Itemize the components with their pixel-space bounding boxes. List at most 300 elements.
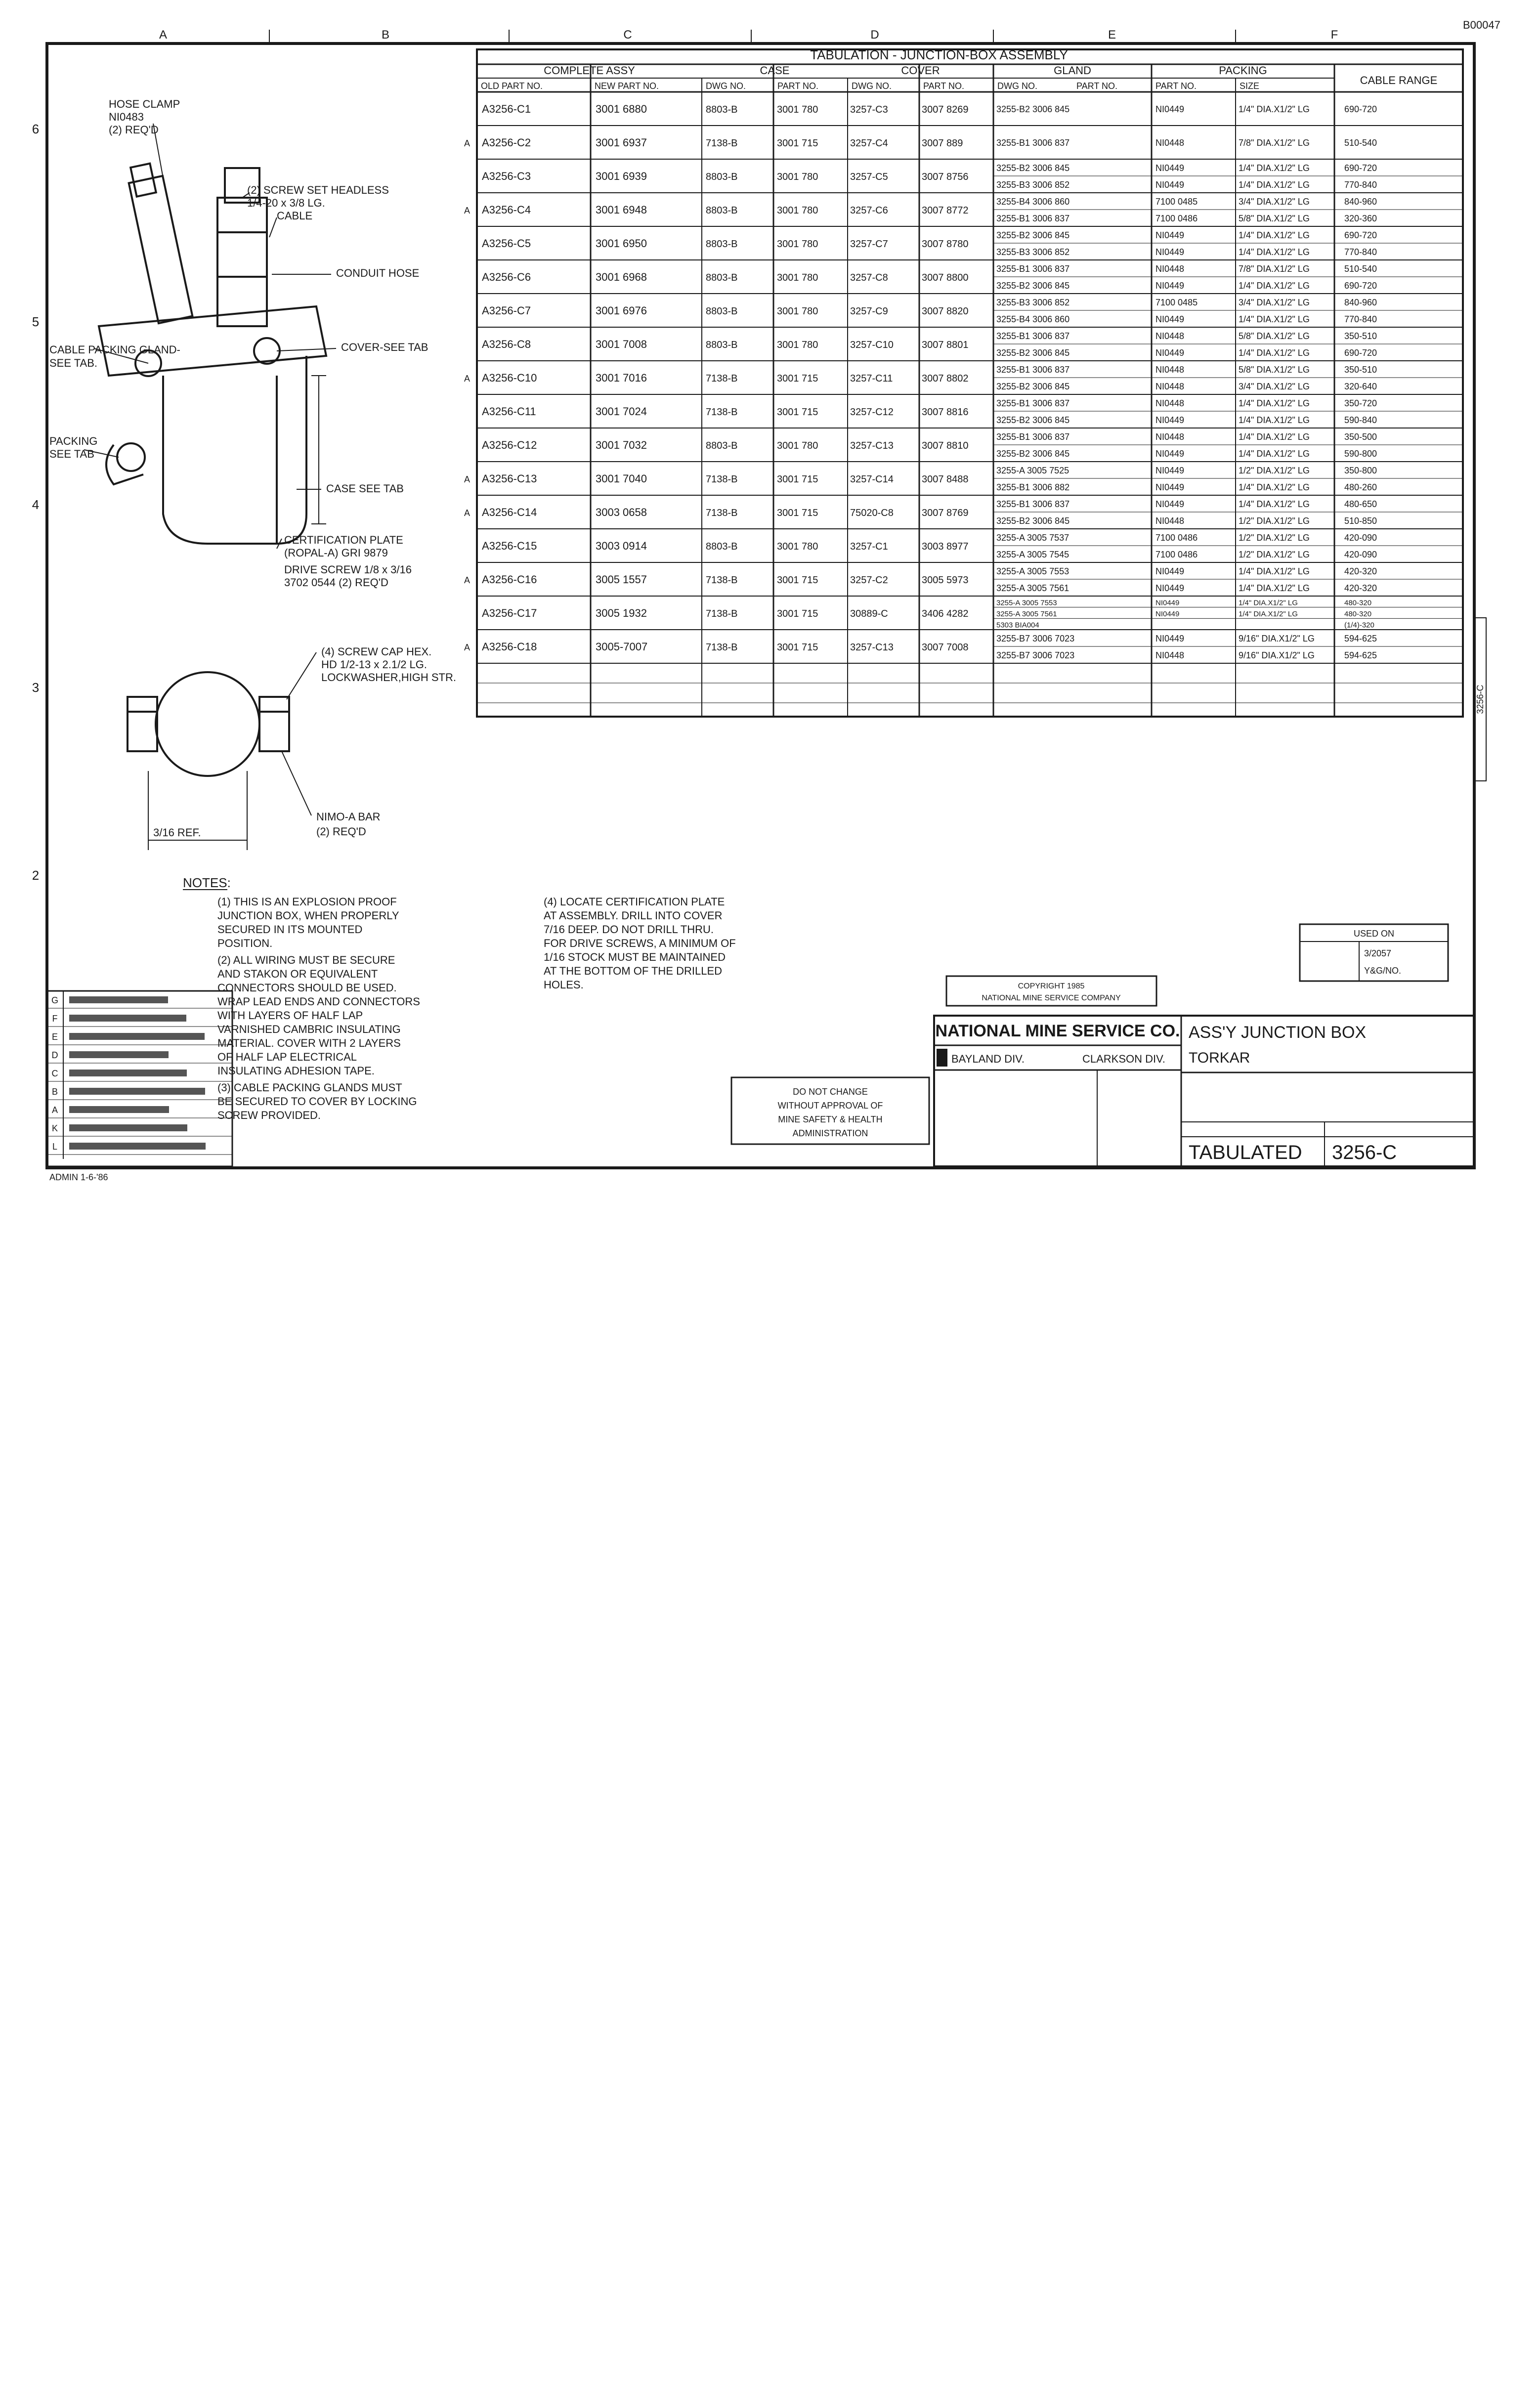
new-part-no: 3001 6976 <box>596 304 647 317</box>
revision-entry <box>69 1106 169 1113</box>
copyright-box <box>946 976 1156 1006</box>
gland-part: 3255-B7 3006 7023 <box>996 634 1075 643</box>
note-text: (2) ALL WIRING MUST BE SECURE AND STAKON OR EQUIVALENT CONNECTORS SHOULD BE USED. WRAP LEAD ENDS AND CONNECTORS WITH LAYERS OF HALF LAP VARNISHED CAMBRIC INSULATING MATERIAL. COVER WITH 2 LAYERS OF HALF LAP ELECTRICAL INSULATING ADHESION TAPE. <box>217 954 420 1077</box>
case-dwg-no: 8803-B <box>706 205 738 216</box>
old-part-no: A3256-C6 <box>482 271 531 283</box>
gland-part: 3255-B1 3006 837 <box>996 331 1070 341</box>
old-part-no: A3256-C15 <box>482 540 537 552</box>
warning-line-1: DO NOT CHANGE <box>793 1087 868 1097</box>
packing-part-no: NI0449 <box>1155 499 1185 509</box>
cable-range: 594-625 <box>1344 650 1377 660</box>
case-dwg-no: 8803-B <box>706 541 738 552</box>
cable-range: 770-840 <box>1344 180 1377 190</box>
gland-part: 3255-B7 3006 7023 <box>996 650 1075 660</box>
cover-dwg-no: 3257-C7 <box>850 239 888 250</box>
packing-part-no: NI0449 <box>1155 180 1185 190</box>
packing-part-no: NI0448 <box>1155 138 1185 148</box>
used-on-2: Y&G/NO. <box>1364 966 1402 976</box>
case-dwg-no: 7138-B <box>706 373 738 384</box>
cable-range: 690-720 <box>1344 163 1377 173</box>
ring-lug-left <box>128 697 157 751</box>
gland-part: 3255-B3 3006 852 <box>996 298 1070 307</box>
new-part-no: 3001 6939 <box>596 170 647 182</box>
note-text: (1) THIS IS AN EXPLOSION PROOF JUNCTION BOX, WHEN PROPERLY SECURED IN ITS MOUNTED POSITION. <box>217 896 399 949</box>
packing-size: 1/4" DIA.X1/2" LG <box>1239 281 1310 291</box>
table-title: TABULATION - JUNCTION-BOX ASSEMBLY <box>810 47 1068 62</box>
callout-label: (2) SCREW SET HEADLESS <box>247 184 389 196</box>
packing-part-no: NI0449 <box>1155 566 1185 576</box>
packing-size: 9/16" DIA.X1/2" LG <box>1239 634 1315 643</box>
used-on-1: 3/2057 <box>1364 948 1392 958</box>
cover-dwg-no: 30889-C <box>850 608 888 619</box>
revision-mark: A <box>464 474 471 484</box>
packing-part-no: NI0449 <box>1155 348 1185 358</box>
case-body <box>163 356 306 544</box>
gland-part: 3255-B2 3006 845 <box>996 348 1070 358</box>
revision-code: F <box>52 1014 58 1024</box>
cable-gland-right <box>217 198 267 326</box>
old-part-no: A3256-C3 <box>482 170 531 182</box>
junction-ring-top-view <box>156 672 259 776</box>
warning-line-2: WITHOUT APPROVAL OF <box>777 1101 883 1111</box>
zone-letter: D <box>870 28 879 42</box>
zone-number: 4 <box>32 497 40 512</box>
revision-code: B <box>51 1087 58 1097</box>
gland-part: 3255-B1 3006 837 <box>996 432 1070 442</box>
revision-mark: A <box>464 575 471 585</box>
case-part-no: 3001 715 <box>777 138 818 149</box>
sub-header: DWG NO. <box>706 81 746 91</box>
packing-size: 5/8" DIA.X1/2" LG <box>1239 331 1310 341</box>
old-part-no: A3256-C7 <box>482 304 531 317</box>
cable-range: 420-090 <box>1344 533 1377 543</box>
new-part-no: 3001 7040 <box>596 472 647 485</box>
gland-part: 3255-B2 3006 845 <box>996 104 1070 114</box>
packing-size: 1/2" DIA.X1/2" LG <box>1239 516 1310 526</box>
packing-part-no: NI0449 <box>1155 230 1185 240</box>
used-on-label: USED ON <box>1353 929 1395 939</box>
packing-size: 1/4" DIA.X1/2" LG <box>1239 104 1310 114</box>
case-part-no: 3001 715 <box>777 608 818 619</box>
cover-part-no: 3003 8977 <box>922 541 969 552</box>
case-dwg-no: 7138-B <box>706 474 738 485</box>
company-name: NATIONAL MINE SERVICE CO. <box>935 1022 1180 1040</box>
revision-code: L <box>52 1142 58 1152</box>
old-part-no: A3256-C16 <box>482 573 537 586</box>
drawing-title: ASS'Y JUNCTION BOX <box>1189 1023 1367 1042</box>
cable-range: 510-850 <box>1344 516 1377 526</box>
packing-size: 1/2" DIA.X1/2" LG <box>1239 533 1310 543</box>
zone-letter: C <box>623 28 632 42</box>
table-row <box>482 398 1377 425</box>
cover-dwg-no: 3257-C3 <box>850 104 888 115</box>
zone-letter: E <box>1108 28 1116 42</box>
cover-part-no: 3007 8772 <box>922 205 969 216</box>
callout-label: 1/4-20 x 3/8 LG. <box>247 197 325 209</box>
sub-header: PART NO. <box>923 81 965 91</box>
side-stamp <box>1475 618 1486 781</box>
new-part-no: 3001 6968 <box>596 271 647 283</box>
cover-plate <box>99 306 326 376</box>
packing-part-no: NI0449 <box>1155 610 1180 618</box>
sub-header: OLD PART NO. <box>481 81 543 91</box>
table-row <box>482 331 1377 358</box>
cable-range: 320-640 <box>1344 382 1377 391</box>
callout-label: COVER-SEE TAB <box>341 341 428 353</box>
old-part-no: A3256-C10 <box>482 372 537 384</box>
cover-dwg-no: 3257-C13 <box>850 440 894 451</box>
revision-entry <box>69 1070 187 1076</box>
cable-range: 690-720 <box>1344 348 1377 358</box>
packing-size: 1/2" DIA.X1/2" LG <box>1239 550 1310 559</box>
gland-part: 3255-B4 3006 860 <box>996 197 1070 207</box>
case-part-no: 3001 780 <box>777 239 818 250</box>
cover-dwg-no: 3257-C11 <box>850 373 893 384</box>
case-dwg-no: 8803-B <box>706 340 738 350</box>
cover-part-no: 3406 4282 <box>922 608 969 619</box>
old-part-no: A3256-C12 <box>482 439 537 451</box>
packing-part-no: NI0448 <box>1155 365 1185 375</box>
gland-part: 3255-A 3005 7561 <box>996 583 1069 593</box>
gland-part: 3255-B3 3006 852 <box>996 247 1070 257</box>
packing-part-no: NI0448 <box>1155 264 1185 274</box>
case-dwg-no: 8803-B <box>706 306 738 317</box>
gland-part: 3255-B4 3006 860 <box>996 314 1070 324</box>
gland-part: 3255-B2 3006 845 <box>996 163 1070 173</box>
new-part-no: 3001 6950 <box>596 237 647 250</box>
cable-range: 510-540 <box>1344 264 1377 274</box>
cable-range: 420-320 <box>1344 583 1377 593</box>
revision-code: E <box>51 1032 58 1042</box>
revision-entry <box>69 1143 206 1150</box>
packing-size: 7/8" DIA.X1/2" LG <box>1239 264 1310 274</box>
cover-dwg-no: 3257-C8 <box>850 272 888 283</box>
packing-size: 9/16" DIA.X1/2" LG <box>1239 650 1315 660</box>
sub-header: DWG NO. <box>997 81 1037 91</box>
cable-range: 350-720 <box>1344 398 1377 408</box>
new-part-no: 3005-7007 <box>596 641 648 653</box>
packing-size: 1/4" DIA.X1/2" LG <box>1239 163 1310 173</box>
cable-range: 840-960 <box>1344 298 1377 307</box>
new-part-no: 3005 1932 <box>596 607 647 619</box>
note <box>217 1081 417 1121</box>
case-part-no: 3001 715 <box>777 575 818 586</box>
junction-box-assembly-drawing <box>99 164 326 850</box>
table-row <box>482 533 1377 559</box>
old-part-no: A3256-C11 <box>482 405 536 418</box>
gland-part: 3255-B2 3006 845 <box>996 415 1070 425</box>
ring-lug-right <box>259 697 289 751</box>
packing-part-no: 7100 0485 <box>1155 197 1198 207</box>
packing-size: 1/2" DIA.X1/2" LG <box>1239 466 1310 475</box>
sub-header: NEW PART NO. <box>595 81 659 91</box>
callout-label: SEE TAB. <box>49 357 98 369</box>
revision-entry <box>69 1033 205 1040</box>
group-header: CABLE RANGE <box>1360 74 1438 86</box>
cable-range: 690-720 <box>1344 230 1377 240</box>
gland-part: 3255-B1 3006 837 <box>996 398 1070 408</box>
cable-range: 480-320 <box>1344 610 1372 618</box>
cover-dwg-no: 3257-C13 <box>850 642 894 653</box>
sub-header: PART NO. <box>1155 81 1197 91</box>
bolt-right <box>254 338 280 364</box>
case-part-no: 3001 780 <box>777 171 818 182</box>
table-row <box>464 197 1377 223</box>
cable-range: 320-360 <box>1344 214 1377 223</box>
gland-part: 3255-B2 3006 845 <box>996 230 1070 240</box>
callout-label: 3/16 REF. <box>153 826 201 839</box>
cover-part-no: 3007 8488 <box>922 474 969 485</box>
tabulation-table <box>464 47 1463 717</box>
cable-range: 350-510 <box>1344 331 1377 341</box>
callout-label: NI0483 <box>109 111 144 123</box>
gland-part: 5303 BIA004 <box>996 621 1039 630</box>
cover-part-no: 3007 8820 <box>922 306 969 317</box>
old-part-no: A3256-C14 <box>482 506 537 518</box>
table-row <box>482 264 1377 291</box>
case-part-no: 3001 780 <box>777 306 818 317</box>
cable-range: 510-540 <box>1344 138 1377 148</box>
callout-label: CABLE <box>277 210 313 222</box>
callout-label: (2) REQ'D <box>109 124 159 136</box>
revision-mark: A <box>464 138 471 148</box>
zone-letter: A <box>159 28 168 42</box>
cable-range: 770-840 <box>1344 247 1377 257</box>
revision-entry <box>69 1124 187 1131</box>
old-part-no: A3256-C1 <box>482 103 531 115</box>
cover-dwg-no: 3257-C9 <box>850 306 888 317</box>
revision-code: C <box>51 1069 58 1078</box>
cover-dwg-no: 3257-C2 <box>850 575 888 586</box>
cover-part-no: 3007 8780 <box>922 239 969 250</box>
revision-code: G <box>51 995 59 1005</box>
table-row <box>482 103 1377 115</box>
cover-part-no: 3007 8810 <box>922 440 969 451</box>
old-part-no: A3256-C17 <box>482 607 537 619</box>
new-part-no: 3005 1557 <box>596 573 647 586</box>
callout-label: CASE SEE TAB <box>326 482 404 495</box>
cover-dwg-no: 3257-C5 <box>850 171 888 182</box>
case-part-no: 3001 715 <box>777 407 818 418</box>
old-part-no: A3256-C18 <box>482 641 537 653</box>
packing-part-no: 7100 0486 <box>1155 533 1198 543</box>
copyright-line-2: NATIONAL MINE SERVICE COMPANY <box>982 994 1121 1002</box>
packing-part-no: NI0449 <box>1155 104 1185 114</box>
new-part-no: 3001 7032 <box>596 439 647 451</box>
revision-mark: A <box>464 374 471 384</box>
cable-range: 480-650 <box>1344 499 1377 509</box>
table-row <box>464 566 1377 593</box>
cover-dwg-no: 3257-C6 <box>850 205 888 216</box>
warning-line-4: ADMINISTRATION <box>792 1128 868 1138</box>
callout-label: SEE TAB <box>49 448 94 460</box>
gland-part: 3255-A 3005 7537 <box>996 533 1069 543</box>
gland-part: 3255-A 3005 7545 <box>996 550 1069 559</box>
gland-part: 3255-B2 3006 845 <box>996 449 1070 459</box>
table-row <box>464 466 1377 492</box>
cover-part-no: 3007 889 <box>922 138 963 149</box>
packing-size: 5/8" DIA.X1/2" LG <box>1239 214 1310 223</box>
case-dwg-no: 8803-B <box>706 104 738 115</box>
packing-part-no: NI0449 <box>1155 466 1185 475</box>
new-part-no: 3001 6937 <box>596 136 647 149</box>
case-part-no: 3001 715 <box>777 508 818 518</box>
revision-mark: A <box>464 642 471 652</box>
table-row <box>464 634 1377 660</box>
corner-code: B00047 <box>1463 19 1500 31</box>
cover-dwg-no: 75020-C8 <box>850 508 894 518</box>
packing-part-no: 7100 0485 <box>1155 298 1198 307</box>
gland-part: 3255-A 3005 7553 <box>996 566 1069 576</box>
packing-size: 7/8" DIA.X1/2" LG <box>1239 138 1310 148</box>
case-dwg-no: 7138-B <box>706 407 738 418</box>
revision-stamp: ADMIN 1-6-'86 <box>49 1172 108 1182</box>
cable-range: 420-320 <box>1344 566 1377 576</box>
old-part-no: A3256-C2 <box>482 136 531 149</box>
table-row <box>482 432 1377 459</box>
packing-part-no: 7100 0486 <box>1155 214 1198 223</box>
drawing-canvas <box>0 0 1540 1186</box>
case-dwg-no: 8803-B <box>706 440 738 451</box>
callout-label: HOSE CLAMP <box>109 98 180 110</box>
revision-block <box>47 991 232 1166</box>
packing-part-no: NI0449 <box>1155 449 1185 459</box>
packing-part-no: NI0449 <box>1155 599 1180 607</box>
revision-code: K <box>51 1123 58 1133</box>
new-part-no: 3001 7024 <box>596 405 647 418</box>
leader-lines <box>84 124 336 815</box>
old-part-no: A3256-C13 <box>482 472 537 485</box>
packing-size: 1/4" DIA.X1/2" LG <box>1239 482 1310 492</box>
revision-mark: A <box>464 206 471 215</box>
cover-dwg-no: 3257-C10 <box>850 340 894 350</box>
table-row <box>482 230 1377 257</box>
packing-part-no: NI0449 <box>1155 583 1185 593</box>
engineering-drawing-sheet <box>0 0 1540 1186</box>
notes-block <box>183 875 736 1121</box>
callout-label: CONDUIT HOSE <box>336 267 420 279</box>
zone-number: 5 <box>32 314 40 329</box>
gland-part: 3255-A 3005 7553 <box>996 599 1057 607</box>
note <box>544 896 736 991</box>
callout-label: HD 1/2-13 x 2.1/2 LG. <box>321 658 427 671</box>
warning-line-3: MINE SAFETY & HEALTH <box>778 1114 883 1124</box>
packing-size: 1/4" DIA.X1/2" LG <box>1239 599 1298 607</box>
group-header: CASE <box>760 64 790 77</box>
cover-dwg-no: 3257-C14 <box>850 474 894 485</box>
drawing-subtitle: TORKAR <box>1189 1050 1250 1066</box>
gland-part: 3255-B2 3006 845 <box>996 382 1070 391</box>
callout-label: DRIVE SCREW 1/8 x 3/16 <box>284 563 412 576</box>
cable-range: 480-260 <box>1344 482 1377 492</box>
case-dwg-no: 8803-B <box>706 171 738 182</box>
packing-size: 1/4" DIA.X1/2" LG <box>1239 230 1310 240</box>
packing-size: 1/4" DIA.X1/2" LG <box>1239 398 1310 408</box>
cable-range: 350-510 <box>1344 365 1377 375</box>
packing-size: 1/4" DIA.X1/2" LG <box>1239 610 1298 618</box>
packing-size: 5/8" DIA.X1/2" LG <box>1239 365 1310 375</box>
packing-part-no: NI0448 <box>1155 432 1185 442</box>
gland-part: 3255-B2 3006 845 <box>996 516 1070 526</box>
drawing-number: 3256-C <box>1332 1142 1397 1163</box>
gland-part: 3255-B1 3006 837 <box>996 264 1070 274</box>
cable-range: 690-720 <box>1344 281 1377 291</box>
used-on-box <box>1300 924 1448 981</box>
gland-part: 3255-B1 3006 882 <box>996 482 1070 492</box>
packing-part-no: NI0449 <box>1155 163 1185 173</box>
new-part-no: 3003 0658 <box>596 506 647 518</box>
cable-range: 690-720 <box>1344 104 1377 114</box>
revision-mark: A <box>464 508 471 518</box>
zone-number: 3 <box>32 680 40 695</box>
sub-header: PART NO. <box>777 81 819 91</box>
revision-code: D <box>51 1050 58 1060</box>
packing-size: 3/4" DIA.X1/2" LG <box>1239 197 1310 207</box>
callout-label: (ROPAL-A) GRI 9879 <box>284 547 388 559</box>
gland-part: 3255-B1 3006 837 <box>996 138 1070 148</box>
packing-size: 1/4" DIA.X1/2" LG <box>1239 247 1310 257</box>
group-header: COVER <box>901 64 940 77</box>
cover-part-no: 3007 8800 <box>922 272 969 283</box>
case-part-no: 3001 780 <box>777 340 818 350</box>
revision-code: A <box>51 1105 58 1115</box>
notes-label: NOTES: <box>183 875 231 890</box>
cable-range: 590-800 <box>1344 449 1377 459</box>
case-part-no: 3001 715 <box>777 373 818 384</box>
case-dwg-no: 7138-B <box>706 508 738 518</box>
table-row <box>464 365 1377 391</box>
note-text: (4) LOCATE CERTIFICATION PLATE AT ASSEMBLY. DRILL INTO COVER 7/16 DEEP. DO NOT DRILL THRU. FOR DRIVE SCREWS, A MINIMUM OF 1/16 STOCK MUST BE MAINTAINED AT THE BOTTOM OF THE DRILLED HOLES. <box>544 896 736 991</box>
case-part-no: 3001 715 <box>777 642 818 653</box>
revision-entry <box>69 1015 186 1022</box>
new-part-no: 3003 0914 <box>596 540 647 552</box>
table-row <box>482 599 1374 629</box>
side-stamp-text: 3256-C <box>1475 685 1485 714</box>
packing-size: 1/4" DIA.X1/2" LG <box>1239 449 1310 459</box>
cover-part-no: 3007 8269 <box>922 104 969 115</box>
case-dwg-no: 7138-B <box>706 642 738 653</box>
table-row <box>482 163 1377 190</box>
packing-part-no: NI0448 <box>1155 650 1185 660</box>
packing-part-no: 7100 0486 <box>1155 550 1198 559</box>
table-row <box>464 136 1377 149</box>
cover-dwg-no: 3257-C1 <box>850 541 888 552</box>
cover-part-no: 3007 8816 <box>922 407 969 418</box>
case-part-no: 3001 780 <box>777 205 818 216</box>
old-part-no: A3256-C4 <box>482 204 531 216</box>
group-header: GLAND <box>1054 64 1091 77</box>
old-part-no: A3256-C8 <box>482 338 531 350</box>
zone-number: 6 <box>32 122 40 136</box>
packing-size: 1/4" DIA.X1/2" LG <box>1239 314 1310 324</box>
cable-range: 420-090 <box>1344 550 1377 559</box>
case-dwg-no: 8803-B <box>706 239 738 250</box>
case-part-no: 3001 715 <box>777 474 818 485</box>
callout-label: 3702 0544 (2) REQ'D <box>284 576 388 589</box>
revision-entry <box>69 1088 205 1095</box>
packing-size: 1/4" DIA.X1/2" LG <box>1239 583 1310 593</box>
packing-part-no: NI0449 <box>1155 415 1185 425</box>
revision-entry <box>69 996 168 1003</box>
zone-letter: B <box>381 28 390 42</box>
sub-header: DWG NO. <box>852 81 892 91</box>
case-part-no: 3001 780 <box>777 272 818 283</box>
callout-label: (4) SCREW CAP HEX. <box>321 645 432 658</box>
callout-label: (2) REQ'D <box>316 825 366 838</box>
title-block <box>934 1016 1474 1166</box>
new-part-no: 3001 6880 <box>596 103 647 115</box>
packing-size: 3/4" DIA.X1/2" LG <box>1239 382 1310 391</box>
